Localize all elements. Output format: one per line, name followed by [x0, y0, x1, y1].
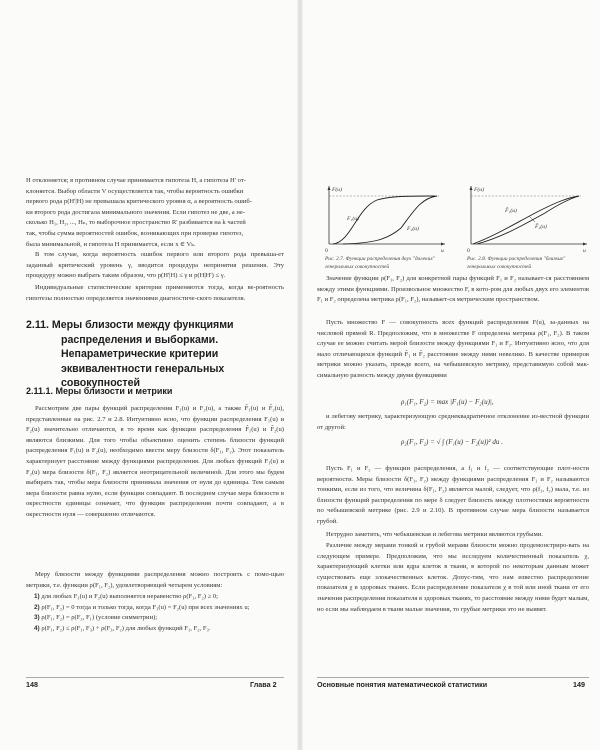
x-axis-arrow — [583, 243, 587, 246]
page-number: 148 — [26, 680, 38, 689]
list-item — [34, 603, 286, 614]
x-axis-arrow — [441, 243, 445, 246]
intro-paragraph — [26, 176, 284, 250]
intro-line: сколько H₁, H₂, ..., Hₙ, то выборочное пространство R' разбивается на k частей — [26, 219, 246, 227]
curve-f1-tilde — [473, 196, 579, 244]
list-item-number: 2) — [34, 603, 40, 611]
body-paragraph: и лебегову метрику, характеризующую среднеквадратичное отклонение из-вестной функции от другой: — [317, 413, 589, 431]
y-axis-arrow — [470, 186, 473, 190]
list-item-text: для любых F₁(u) и F₂(u) выполняется неравенство ρ(F₁, F₂) ≥ 0; — [41, 593, 219, 600]
intro-line: H отклоняется; в противном случае принимается гипотеза H, а гипотеза H' от- — [26, 177, 246, 184]
list-item — [34, 592, 286, 603]
page-number: 149 — [573, 680, 585, 689]
intro-line: была минимальной, и гипотеза H принимается, если x ∈ Vₖ. — [26, 240, 196, 248]
body-paragraph: Различие между мерами тонкой и грубой мерами близости можно продемонстриро-вать на следующем примере. Предположим, что мы исследуем количественный показатель χ, характеризующий клетки или ядра клеток в ткани, в которой по некоторым данным может существовать еще злокачественных клеток. Допус-тим, что нам известно распределение показателя χ в здоровых тканях. Если распределение показателя χ в той или иной ткани от его значения распределения показателя в здоровых тканях, то расстояние между ними будет малым, но если мы наблюдаем в ткани малые значения, то грубые метрики это не выявят. — [317, 542, 589, 613]
list-item — [34, 613, 286, 624]
curve-f2-tilde — [477, 196, 579, 244]
section-heading-line: Непараметрические критерии — [61, 348, 219, 360]
lebesgue-formula: ρ₂(F₁, F₂) = √ ∫ (F₁(u) − F₂(u))² du . — [401, 438, 503, 446]
conditions-list — [34, 592, 286, 634]
list-item-text: ρ(F₁, F₂) = 0 тогда и только тогда, когда F₁(u) = F₂(u) при всех значениях u; — [41, 603, 250, 611]
running-head: Глава 2 — [250, 680, 277, 689]
right-page — [303, 0, 600, 750]
section-heading-line: эквивалентности генеральных совокупностей — [61, 362, 225, 389]
section-heading-line: распределения и выборками. — [61, 333, 219, 346]
chebyshev-formula: ρ₁(F₁, F₂) = max |F₁(u) − F₂(u)|, — [401, 398, 494, 406]
y-axis-arrow — [328, 186, 331, 190]
curve-label-f1: F₁(u) — [347, 216, 359, 222]
origin-label: 0 — [467, 248, 470, 254]
curve-label-f1: F̃₁(u) — [505, 208, 517, 214]
curve-label-f2: F̃₂(u) — [535, 224, 547, 230]
x-axis-label: u — [441, 248, 444, 254]
body-paragraph: Пусть F₁ и F₂ — функции распределения, а f₁ и f₂ — соответствующие плот-ности вероятности. Меры близости δ(F₁, F₂) между функциями распределения F₁ и F₂ называются тонкими, если из того, что величина δ(F₁, F₂) является малой, следует, что ρ(f₁, f₂) мала, т.е. из близости функций распределения по мере δ следует близость между плотностями вероятности по чебышевской метрике (рис. 2.9 и 2.10). В противном случае мера близости называется грубой. — [317, 465, 589, 525]
body-paragraph: В том случае, когда вероятность ошибок первого или второго рода превыша-ет заданный критический уровень γ, вводится процедура непринятия решения. Эту процедуру можно выбрать таким образом, что p(H'|H) ≤ γ и p(H|H') ≤ γ. — [26, 251, 284, 280]
body-paragraph: Пусть множество F — совокупность всех функций распределения F(u), за-данных на числовой прямой R. Предположим, что в множестве F определена метрика ρ(F₁, F₂). В таком случае ее можно считать мерой близости между функциями F₁ и F₂. Интуитивно ясно, что для мало отличающихся функций F̃₁ и F̃₂ расстояние между ними невелико. В качестве примеров метрики можно указать, прежде всего, на чебышевскую метрику, представимую собой мак-симальную разность между двумя функциями — [317, 319, 589, 379]
curve-label-f2: F₂(u) — [407, 226, 419, 232]
list-item-number: 3) — [34, 614, 40, 622]
footer-rule — [26, 677, 284, 678]
intro-line: первого рода p(H'|H) не превышала критического уровня α, а вероятность ошиб- — [26, 198, 252, 206]
body-paragraph: Значение функции ρ(F₁, F₂) для конкретной пары функций F₁ и F₂ называет-ся расстоянием между этими функциями. Произвольное множество F, в кото-ром для любых двух его элементов F₁ и F₂ определена метрика ρ(F₁, F₂), называет-ся метрическим пространством. — [317, 275, 589, 304]
figure-caption: Рис. 2.8. Функции распределения "близких" генеральных совокупностей — [467, 256, 566, 270]
list-item-number: 1) — [34, 593, 40, 600]
x-axis-label: u — [583, 248, 586, 254]
body-paragraph: Рассмотрим две пары функций распределения F₁(u) и F₂(u), а также F̃₁(u) и F̃₂(u), представленные на рис. 2.7 и 2.8. Интуитивно ясно, что функции распределения F₁(u) и F₂(u) значительно отличаются, в то время как функции распределения F̃₁(u) и F̃₂(u) являются близкими. Для того чтобы объективно оценить степень близости функций распределения F₁(u) и F₂(u), необходимо ввести меру близости δ(F₁, F₂). Этот показатель характеризует расстояние между функциями распределения. Для любых функций F₁(u) и F₂(u) мера близости δ(F₁, F₂) является неотрицательной величиной. Для этого мы будем выбирать так, чтобы мера близости принимала значения от нуля до единицы. Тем самым мера близости равна нулю, если функции совпадают. В последнем случае мера близости в окрестности единицы означает, что функции распределения почти совпадают, а в окрестности нуля — совершенно отличаются. — [26, 405, 284, 518]
list-item-text: ρ(F₁, F₂) ≤ ρ(F₁, F₃) + ρ(F₃, F₂) для любых функций F₁, F₂, F₃. — [41, 624, 211, 632]
footer-rule — [317, 677, 589, 678]
figure-2-7 — [317, 182, 449, 254]
running-head: Основные понятия математической статистики — [317, 680, 488, 689]
body-paragraph: Нетрудно заметить, что чебышевская и лебегова метрики являются грубыми. — [326, 531, 543, 538]
intro-line: клоняется. Выбор области V осуществляется так, чтобы вероятность ошибки — [26, 187, 244, 195]
figure-2-8 — [459, 182, 591, 254]
figure-caption: Рис. 2.7. Функции распределения двух "далеких" генеральных совокупностей — [325, 256, 436, 270]
body-paragraph: Индивидуальные статистические критерии применяются тогда, когда ве-роятность гипотезы полностью определяется значениями диагностиче-ского показателя. — [26, 284, 284, 302]
y-axis-label: F(u) — [332, 187, 342, 193]
intro-line: так, чтобы сумма вероятностей ошибок, возникающих при проверке гипотез, — [26, 229, 244, 237]
subsection-heading: 2.11.1. Меры близости и метрики — [26, 386, 173, 396]
left-page — [0, 0, 297, 750]
origin-label: 0 — [325, 248, 328, 254]
list-item-number: 4) — [34, 624, 40, 632]
list-item-text: ρ(F₁, F₂) = ρ(F₂, F₁) (условие симметрии); — [41, 614, 158, 622]
intro-line: ки второго рода достигала минимального значения. Если гипотез не две, а не- — [26, 208, 245, 216]
section-heading — [26, 318, 288, 391]
section-heading-line: 2.11. Меры близости между функциями — [26, 319, 234, 331]
y-axis-label: F(u) — [474, 187, 484, 193]
list-item — [34, 624, 286, 635]
body-paragraph: Меру близости между функциями распределения можно построить с помо-щью метрики, т.е. функции ρ(F₁, F₂), удовлетворяющей четырем условиям: — [26, 571, 284, 589]
